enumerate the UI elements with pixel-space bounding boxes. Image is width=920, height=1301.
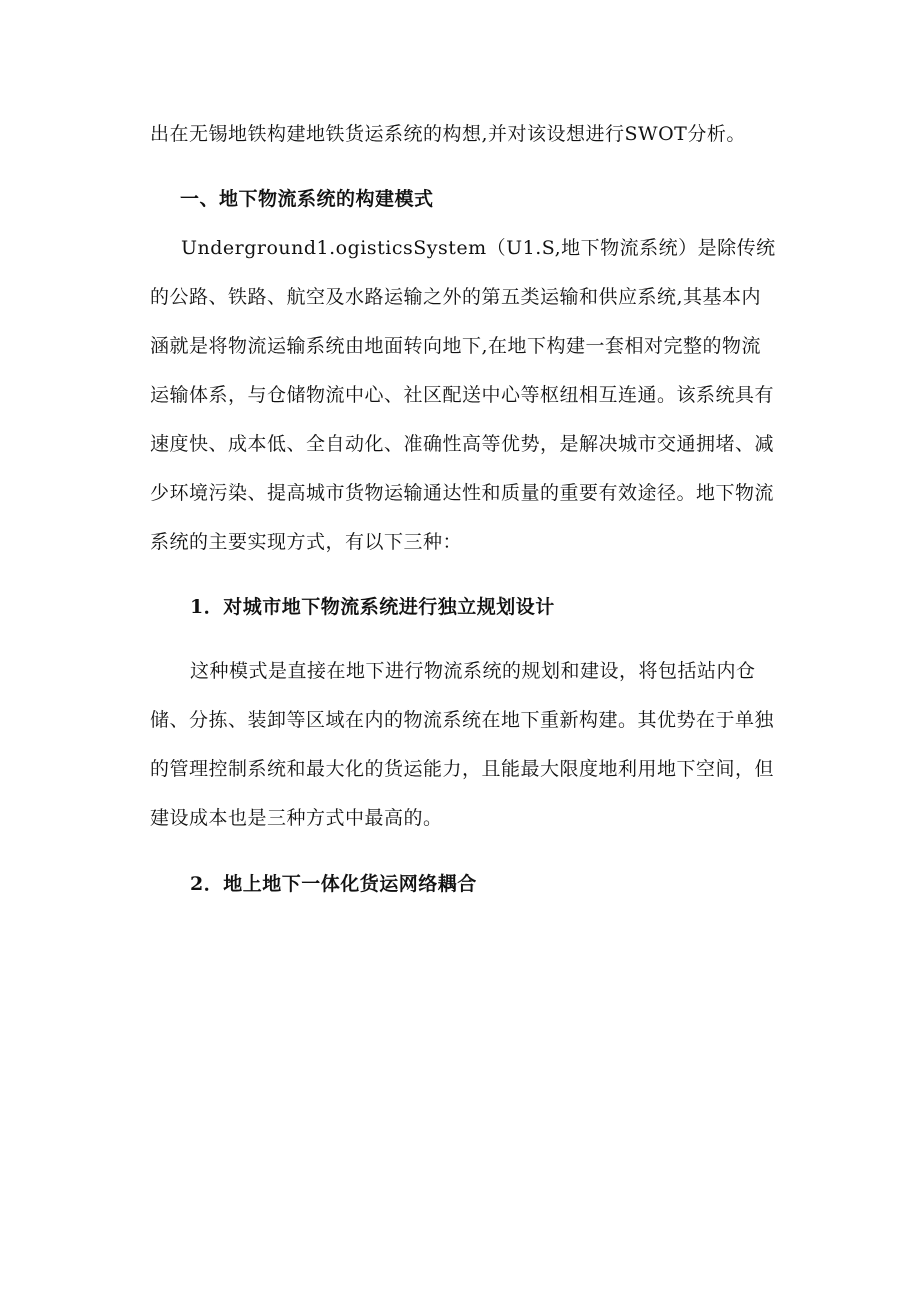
paragraph-line: 速度快、成本低、全自动化、准确性高等优势，是解决城市交通拥堵、减 bbox=[150, 433, 775, 455]
section-heading: 一、地下物流系统的构建模式 bbox=[180, 188, 434, 210]
paragraph-line: 涵就是将物流运输系统由地面转向地下,在地下构建一套相对完整的物流 bbox=[150, 335, 762, 357]
paragraph-line: 这种模式是直接在地下进行物流系统的规划和建设，将包括站内仓 bbox=[190, 660, 756, 682]
paragraph-line: 的公路、铁路、航空及水路运输之外的第五类运输和供应系统,其基本内 bbox=[150, 286, 762, 308]
intro-line: 出在无锡地铁构建地铁货运系统的构想,并对该设想进行SWOT分析。 bbox=[150, 123, 746, 145]
paragraph-line: 少环境污染、提高城市货物运输通达性和质量的重要有效途径。地下物流 bbox=[150, 482, 775, 504]
paragraph-line: 储、分拣、装卸等区域在内的物流系统在地下重新构建。其优势在于单独 bbox=[150, 709, 775, 731]
paragraph-line: 建设成本也是三种方式中最高的。 bbox=[150, 807, 443, 829]
paragraph-line: Underground1.ogisticsSystem（U1.S,地下物流系统）是除传统 bbox=[181, 237, 776, 259]
subheading-2: 2．地上地下一体化货运网络耦合 bbox=[190, 873, 477, 895]
paragraph-line: 运输体系，与仓储物流中心、社区配送中心等枢纽相互连通。该系统具有 bbox=[150, 384, 775, 406]
paragraph-line: 系统的主要实现方式，有以下三种： bbox=[150, 531, 463, 553]
paragraph-line: 的管理控制系统和最大化的货运能力，且能最大限度地利用地下空间，但 bbox=[150, 758, 775, 780]
subheading-1: 1．对城市地下物流系统进行独立规划设计 bbox=[190, 596, 555, 618]
